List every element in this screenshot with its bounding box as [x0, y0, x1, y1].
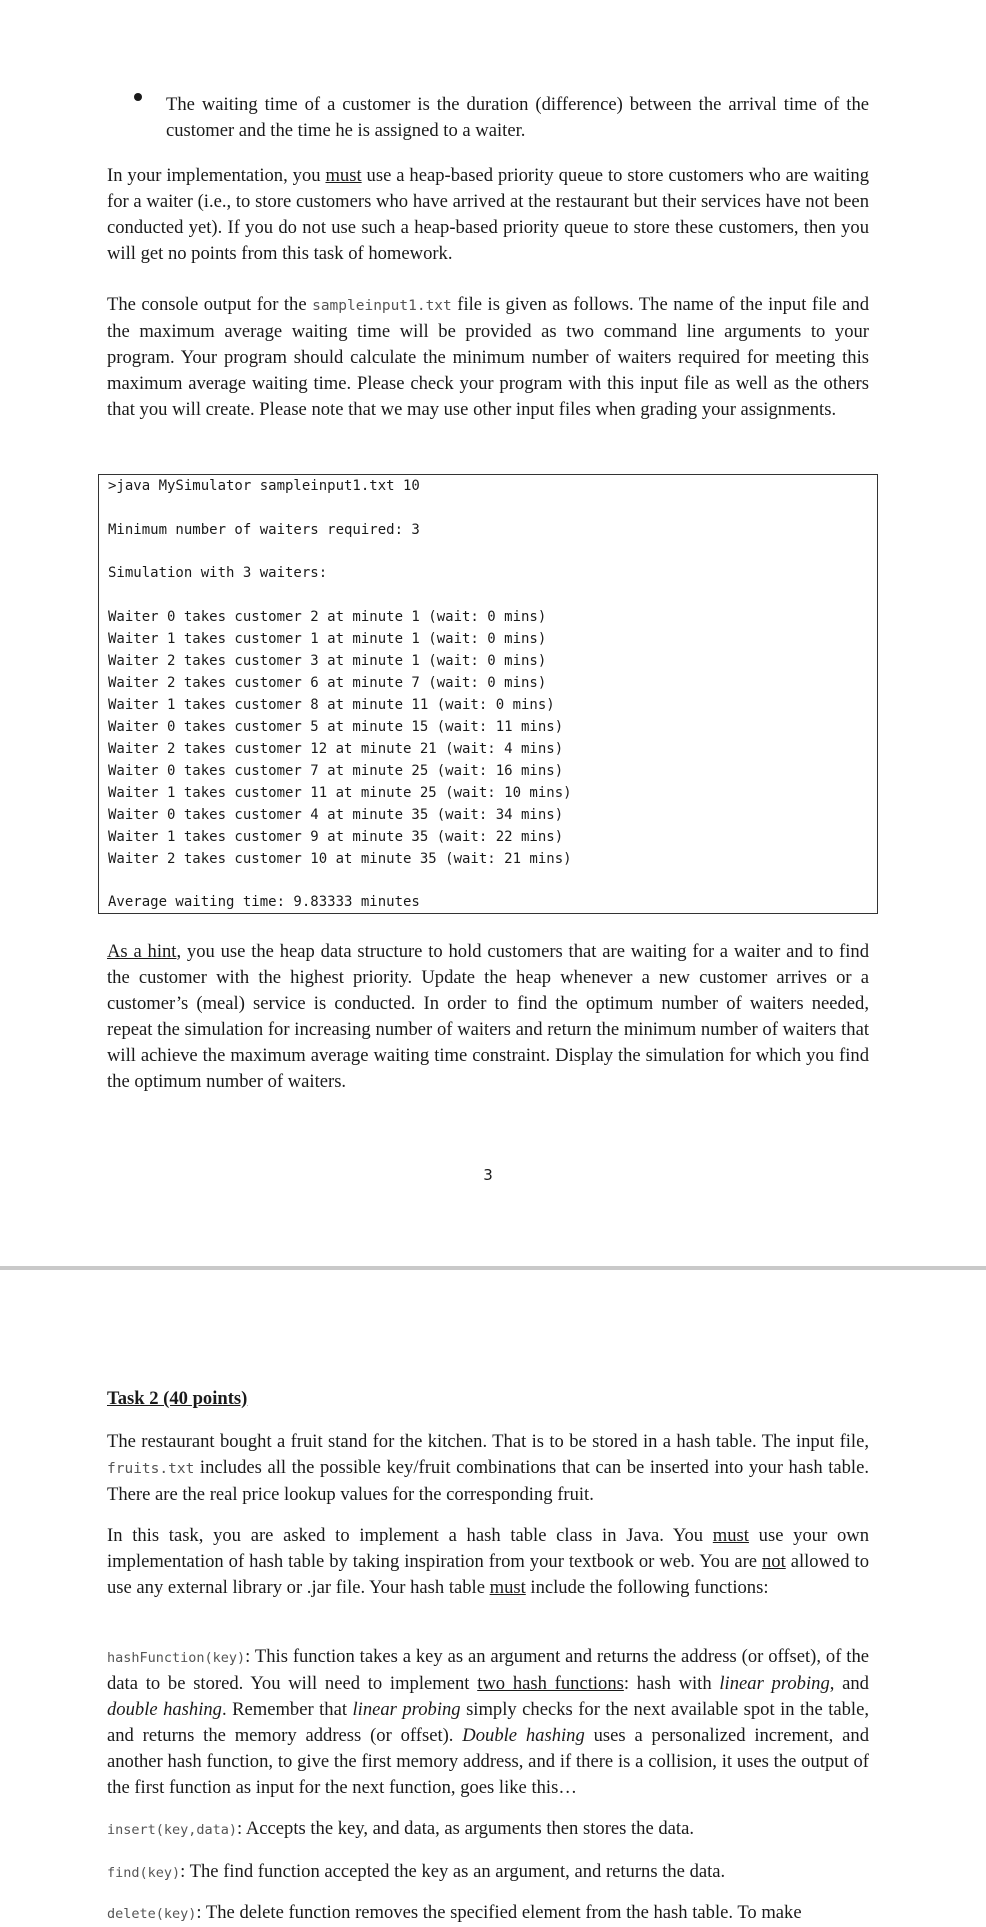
emphasis-linear-probing: linear probing	[719, 1673, 830, 1694]
text: In this task, you are asked to implement a hash table class in Java. You	[107, 1525, 713, 1546]
page-number: 3	[483, 1166, 493, 1184]
text: , and	[829, 1673, 869, 1694]
text: : This function takes a key as an argument and returns the address (or offset), of the data to be stored. You will need to implement	[107, 1646, 869, 1694]
code-hash-function: hashFunction(key)	[107, 1650, 246, 1666]
text: allowed to use any external library or .jar file. Your hash table	[107, 1551, 869, 1598]
console-line: Waiter 2 takes customer 3 at minute 1 (wait: 0 mins)	[108, 653, 547, 669]
console-average: Average waiting time: 9.83333 minutes	[108, 894, 420, 910]
text: The restaurant bought a fruit stand for the kitchen. That is to be stored in a hash table. The input file,	[107, 1431, 869, 1452]
filename-code: sampleinput1.txt	[312, 298, 452, 314]
filename-code: fruits.txt	[107, 1461, 195, 1477]
paragraph-hash-function	[107, 1644, 869, 1801]
text: The console output for the	[107, 294, 313, 315]
console-simulation-header: Simulation with 3 waiters:	[108, 565, 328, 581]
code-delete: delete(key)	[107, 1906, 197, 1922]
code-insert: insert(key,data)	[107, 1822, 238, 1838]
text: , you use the heap data structure to hold customers that are waiting for a waiter and to find the customer with the highest priority. Update the heap whenever a new customer arrives or a customer’s (meal) service is conducted. In order to find the optimum number of waiters needed, repeat the simulation for increasing number of waiters and return the minimum number of waiters that will achieve the maximum average waiting time constraint. Display the simulation for which you find the optimum number of waiters.	[107, 941, 869, 1092]
paragraph-fruit-stand	[107, 1429, 869, 1508]
emphasis-linear-probing: linear probing	[352, 1699, 461, 1720]
console-line: Waiter 2 takes customer 10 at minute 35 (wait: 21 mins)	[108, 851, 572, 867]
text: file is given as follows. The name of the input file and the maximum average waiting time will be provided as two command line arguments to your program. Your program should calculate the minimum number of waiters required for meeting this maximum average waiting time. Please check your program with this input file as well as the others that you will create. Please note that we may use other input files when grading your assignments.	[107, 294, 869, 420]
console-line: Waiter 0 takes customer 2 at minute 1 (wait: 0 mins)	[108, 609, 547, 625]
emphasis-hint: As a hint	[107, 941, 177, 962]
paragraph-hint	[107, 939, 869, 1095]
code-find: find(key)	[107, 1865, 181, 1881]
text: simply checks for the next available spot in the table, and returns the memory address (or offset).	[107, 1699, 869, 1746]
emphasis-double-hashing: Double hashing	[462, 1725, 585, 1746]
console-output-box	[98, 474, 878, 914]
console-line: Waiter 0 takes customer 4 at minute 35 (wait: 34 mins)	[108, 807, 564, 823]
paragraph-console-output	[107, 292, 869, 423]
text: uses a personalized increment, and another hash function, to give the first memory address, and if there is a collision, it uses the output of the first function as input for the next function, goes like this…	[107, 1725, 870, 1798]
console-command: >java MySimulator sampleinput1.txt 10	[108, 478, 420, 494]
console-line: Waiter 1 takes customer 9 at minute 35 (wait: 22 mins)	[108, 829, 564, 845]
bullet-marker	[134, 93, 142, 101]
emphasis-must: must	[712, 1525, 749, 1546]
paragraph-implementation	[107, 1523, 869, 1601]
console-line: Waiter 1 takes customer 1 at minute 1 (wait: 0 mins)	[108, 631, 547, 647]
text: In your implementation, you	[107, 165, 326, 186]
console-line: Waiter 0 takes customer 7 at minute 25 (wait: 16 mins)	[108, 763, 564, 779]
console-line: Waiter 1 takes customer 11 at minute 25 (wait: 10 mins)	[108, 785, 572, 801]
text: . Remember that	[221, 1699, 353, 1720]
text: : The delete function removes the specified element from the hash table. To make	[196, 1902, 802, 1923]
text: : The find function accepted the key as an argument, and returns the data.	[180, 1861, 726, 1882]
emphasis-two-hash-functions: two hash functions	[477, 1673, 624, 1694]
console-line: Waiter 2 takes customer 12 at minute 21 (wait: 4 mins)	[108, 741, 564, 757]
task-2-heading: Task 2 (40 points)	[107, 1388, 248, 1409]
text: include the following functions:	[525, 1577, 769, 1598]
console-line: Waiter 2 takes customer 6 at minute 7 (wait: 0 mins)	[108, 675, 547, 691]
emphasis-double-hashing: double hashing	[107, 1699, 222, 1720]
paragraph-find	[107, 1859, 869, 1886]
text: use your own implementation of hash table by taking inspiration from your textbook or web. You are	[107, 1525, 869, 1572]
paragraph-insert	[107, 1816, 869, 1843]
emphasis-not: not	[761, 1551, 786, 1572]
text: use a heap-based priority queue to store customers who are waiting for a waiter (i.e., to store customers who have arrived at the restaurant but their services have not been conducted yet). If you do not use such a heap-based priority queue to store these customers, then you will get no points from this task of homework.	[107, 165, 869, 264]
paragraph-heap-requirement	[107, 163, 869, 267]
console-line: Waiter 1 takes customer 8 at minute 11 (wait: 0 mins)	[108, 697, 555, 713]
console-line: Waiter 0 takes customer 5 at minute 15 (wait: 11 mins)	[108, 719, 564, 735]
text: : hash with	[623, 1673, 720, 1694]
text: : Accepts the key, and data, as arguments then stores the data.	[237, 1818, 695, 1839]
emphasis-must: must	[489, 1577, 526, 1598]
paragraph-delete	[107, 1900, 869, 1927]
text: includes all the possible key/fruit combinations that can be inserted into your hash table. There are the real price lookup values for the corresponding fruit.	[107, 1457, 869, 1505]
bullet-waiting-time: The waiting time of a customer is the duration (difference) between the arrival time of the customer and the time he is assigned to a waiter.	[166, 94, 869, 141]
emphasis-must: must	[325, 165, 362, 186]
console-min-waiters: Minimum number of waiters required: 3	[108, 522, 420, 538]
